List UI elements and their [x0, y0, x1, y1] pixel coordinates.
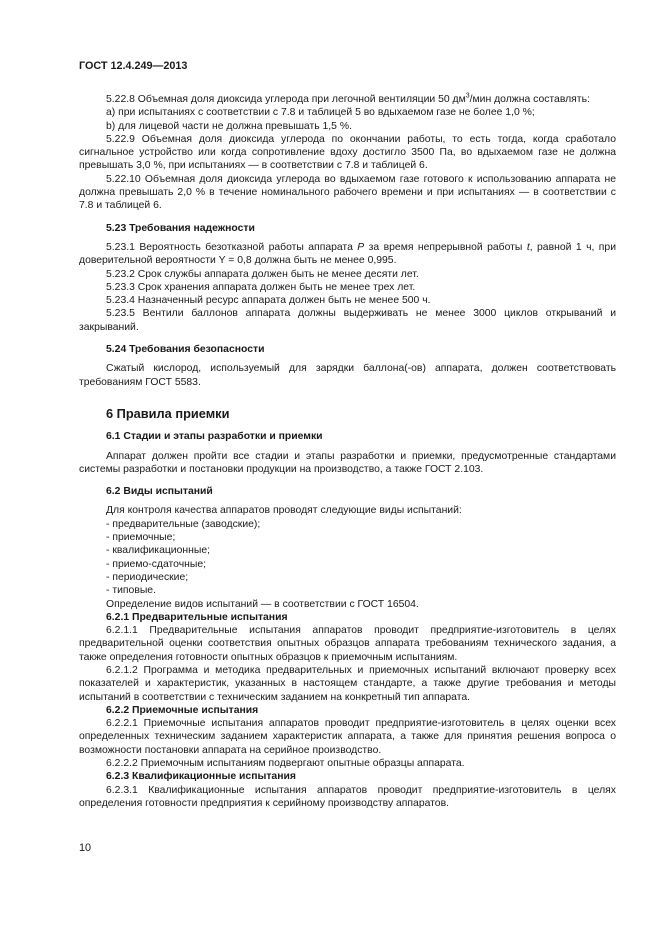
list-item: - приемо-сдаточные; [106, 558, 207, 570]
clause-6-2-definition: Определение видов испытаний — в соответствии с ГОСТ 16504. [106, 598, 419, 610]
clause-5-22-8: 5.22.8 Объемная доля диоксида углерода при легочной вентиляции 50 $дм^3$/мин должна составлять: [106, 92, 590, 105]
heading-5-24: 5.24 Требования безопасности [106, 344, 265, 356]
clause-6-2-1-2: 6.2.1.2 Программа и методика предварительных и приемочных испытаний включают проверку всех показателей и характеристик, указанных в настоящем стандарте, а также другие требования и методы испытаний в соответствии с техническим заданием на конкретный тип аппарата. [79, 664, 616, 703]
list-item: - приемочные; [106, 532, 176, 544]
test-types-list [79, 518, 616, 598]
clause-5-23-5: 5.23.5 Вентили баллонов аппарата должны выдерживать не менее 3000 циклов открываний и закрываний. [79, 308, 616, 333]
clause-5-23-4: 5.23.4 Назначенный ресурс аппарата должен быть не менее 500 ч. [106, 295, 431, 307]
clause-5-24: Сжатый кислород, используемый для зарядки баллона(-ов) аппарата, должен соответствовать требованиям ГОСТ 5583. [79, 363, 616, 388]
clause-6-2-2-1: 6.2.2.1 Приемочные испытания аппаратов проводит предприятие-изготовитель в целях оценки всех определенных техническим заданием характеристик аппарата, а также для принятия решения вопроса о возможности постановки аппарата на серийное производство. [79, 718, 616, 756]
list-item: - предварительные (заводские); [106, 518, 261, 530]
clause-6-2-2-2: 6.2.2.2 Приемочным испытаниям подвергают опытные образцы аппарата. [106, 758, 465, 770]
clause-6-2-1-1: 6.2.1.1 Предварительные испытания аппаратов проводит предприятие-изготовитель в целях предварительной оценки соответствия опытных образцов аппарата требованиям технического задания, а также определения готовности опытных образцов к приемочным испытаниям. [79, 625, 616, 663]
page-number: 10 [79, 842, 92, 854]
heading-6-2: 6.2 Виды испытаний [106, 486, 213, 498]
heading-6-1: 6.1 Стадии и этапы разработки и приемки [106, 431, 323, 443]
clause-5-23-1: 5.23.1 Вероятность безотказной работы аппарата P за время непрерывной работы t, равной 1 ч, при доверительной вероятности Y = 0,8 должна быть не менее 0,995. [79, 241, 617, 267]
list-item: - типовые. [106, 585, 156, 597]
clause-5-23-2: 5.23.2 Срок службы аппарата должен быть не менее десяти лет. [106, 268, 419, 280]
clause-6-2-intro: Для контроля качества аппаратов проводят следующие виды испытаний: [106, 505, 462, 517]
clause-6-2-3-1: 6.2.3.1 Квалификационные испытания аппаратов проводит предприятие-изготовитель в целях определения готовности предприятия к серийному производству аппаратов. [79, 784, 616, 809]
clause-5-22-8-item-b: b) для лицевой части не должна превышать 1,5 %. [106, 120, 352, 132]
clause-5-22-10: 5.22.10 Объемная доля диоксида углерода во вдыхаемом газе готового к использованию аппарата не должна превышать 2,0 % в течение номинального рабочего времени и при испытаниях — в соответствии с 7.8 и таблицей 6. [79, 173, 616, 212]
heading-5-23: 5.23 Требования надежности [106, 222, 255, 234]
clause-5-22-8-item-a: а) при испытаниях с соответствии с 7.8 и таблицей 5 во вдыхаемом газе не более 1,0 %; [106, 107, 535, 119]
list-item: - квалификационные; [106, 545, 210, 557]
clause-5-23-3: 5.23.3 Срок хранения аппарата должен быть не менее трех лет. [106, 281, 416, 293]
heading-6-2-3: 6.2.3 Квалификационные испытания [106, 771, 296, 783]
clause-5-22-9: 5.22.9 Объемная доля диоксида углерода по окончании работы, то есть тогда, когда сработало сигнальное устройство или когда сопротивление вдоху достигло 3500 Па, во вдыхаемом газе не должна превышать 3,0 %, при испытаниях — в соответствии с 7.8 и таблицей 6. [79, 133, 616, 172]
clause-6-1: Аппарат должен пройти все стадии и этапы разработки и приемки, предусмотренные стандартами системы разработки и постановки продукции на производство, а также ГОСТ 2.103. [79, 450, 616, 475]
document-header: ГОСТ 12.4.249—2013 [79, 60, 188, 72]
section-6-title: 6 Правила приемки [106, 405, 230, 421]
heading-6-2-1: 6.2.1 Предварительные испытания [106, 611, 288, 623]
heading-6-2-2: 6.2.2 Приемочные испытания [106, 704, 259, 716]
page-content [79, 93, 616, 810]
list-item: - периодические; [106, 571, 189, 583]
